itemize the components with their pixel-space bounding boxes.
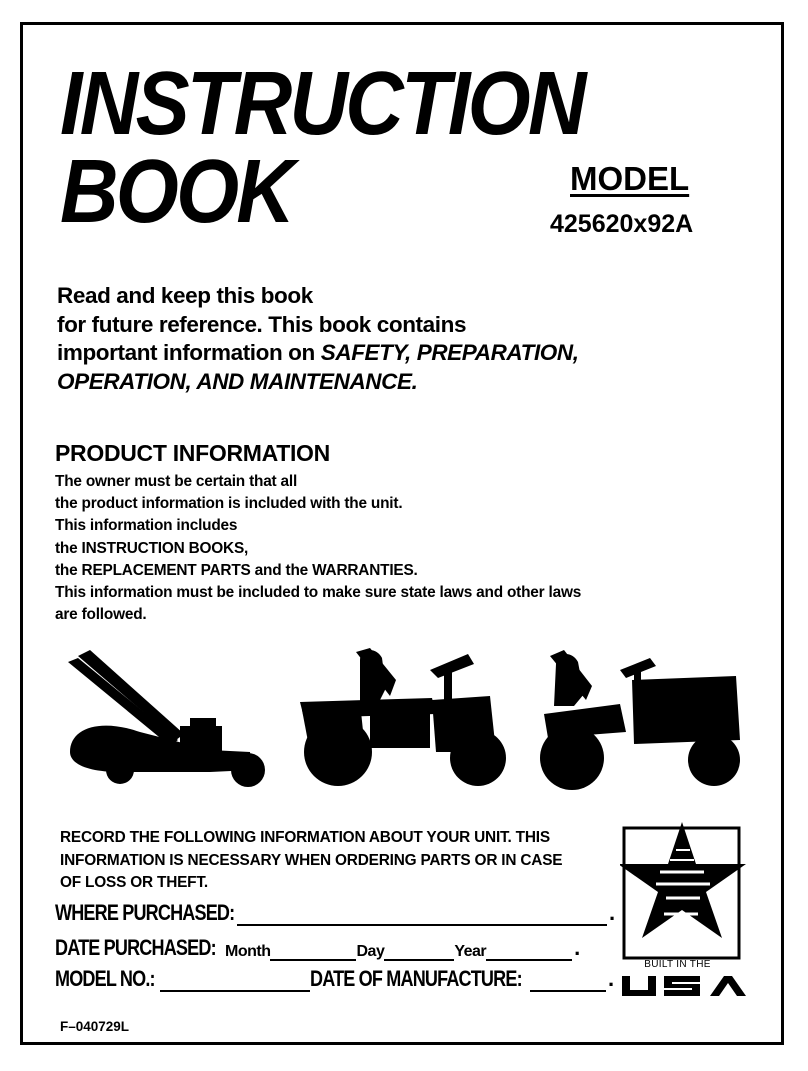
form-code: F–040729L: [60, 1019, 130, 1034]
model-number: 425620x92A: [550, 210, 694, 238]
where-purchased-label: WHERE PURCHASED:: [55, 900, 235, 925]
year-label: Year: [454, 943, 487, 960]
document-title: [60, 54, 584, 242]
date-purchased-row: [55, 935, 580, 961]
intro-paragraph: [57, 282, 617, 396]
where-purchased-row: [55, 900, 615, 926]
model-no-field[interactable]: [160, 972, 310, 992]
product-info-line: the product information is included with the unit.: [55, 495, 403, 513]
intro-line: [57, 339, 617, 368]
record-instructions: [60, 827, 620, 895]
day-label: Day: [356, 943, 385, 960]
model-label: MODEL: [570, 160, 690, 197]
record-line: INFORMATION IS NECESSARY WHEN ORDERING PARTS OR IN CASE: [60, 851, 563, 869]
model-manufacture-row: [55, 966, 614, 992]
product-info-line: This information must be included to make sure state laws and other laws: [55, 584, 582, 602]
garden-tractor-icon: [540, 650, 740, 790]
usa-logo: [620, 974, 750, 1000]
date-of-manufacture-field[interactable]: [530, 972, 606, 992]
product-info-line: the INSTRUCTION BOOKS,: [55, 539, 249, 557]
intro-text: important information on: [57, 340, 321, 365]
day-field[interactable]: [384, 941, 454, 961]
riding-tractor-icon: [300, 648, 506, 786]
record-line: OF LOSS OR THEFT.: [60, 874, 208, 891]
built-in-usa-badge: [620, 820, 750, 1000]
model-no-label: MODEL NO.:: [55, 966, 155, 991]
year-field[interactable]: [486, 941, 572, 961]
product-info-line: The owner must be certain that all: [55, 473, 298, 490]
product-info-line: are followed.: [55, 606, 147, 624]
intro-line: [57, 368, 617, 397]
intro-emphasis: SAFETY, PREPARATION,: [320, 340, 579, 365]
star-icon: [620, 820, 750, 960]
intro-emphasis: OPERATION, AND MAINTENANCE.: [57, 368, 418, 394]
title-line-2: BOOK: [60, 142, 293, 242]
title-line-1: INSTRUCTION: [60, 54, 584, 154]
product-information-heading: PRODUCT INFORMATION: [55, 440, 330, 466]
intro-line: for future reference. This book contains: [57, 311, 467, 337]
field-end-dot: .: [574, 935, 581, 960]
built-in-label: BUILT IN THE: [644, 959, 711, 970]
product-information-body: [55, 471, 675, 626]
push-mower-icon: [68, 650, 265, 787]
date-purchased-label: DATE PURCHASED:: [55, 935, 216, 960]
field-end-dot: .: [609, 900, 616, 925]
month-label: Month: [225, 943, 271, 960]
date-of-manufacture-label: DATE OF MANUFACTURE:: [310, 966, 522, 991]
record-line: RECORD THE FOLLOWING INFORMATION ABOUT YOUR UNIT. THIS: [60, 829, 550, 846]
field-end-dot: .: [608, 966, 615, 991]
product-info-line: the REPLACEMENT PARTS and the WARRANTIES.: [55, 561, 418, 579]
product-info-line: This information includes: [55, 517, 238, 535]
intro-line: Read and keep this book: [57, 283, 313, 308]
month-field[interactable]: [270, 941, 356, 961]
equipment-silhouettes: [60, 640, 750, 790]
where-purchased-field[interactable]: [237, 906, 607, 926]
